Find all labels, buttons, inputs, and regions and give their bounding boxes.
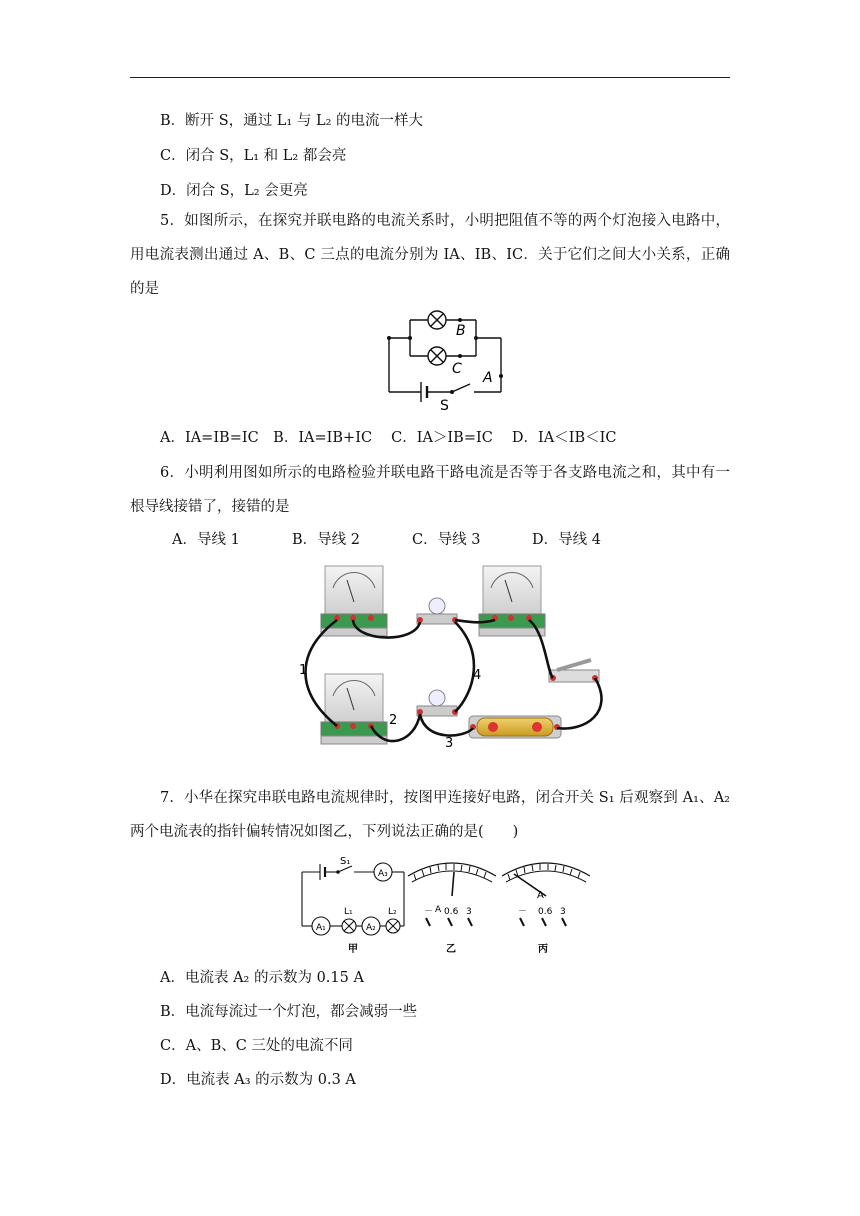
- label-jia: 甲: [348, 944, 358, 955]
- label-l2: L₂: [388, 907, 397, 917]
- meter-yi-term-06: 0.6: [444, 907, 459, 917]
- q6-stem: 6．小明利用图如所示的电路检验并联电路干路电流是否等于各支路电流之和，其中有一根导线接错了，接错的是: [130, 465, 730, 515]
- q5-options: A．IA=IB=IC B．IA=IB+IC C．IA＞IB=IC D．IA＜IB＜IC: [160, 430, 617, 446]
- q7-option-a: A．电流表 A₂ 的示数为 0.15 A: [160, 970, 364, 986]
- label-a3: A₃: [378, 869, 388, 879]
- meter-bing-unit: A: [537, 890, 544, 901]
- label-s: S: [440, 398, 449, 414]
- wire-label-2: 2: [389, 713, 398, 728]
- bulb-1: [417, 598, 458, 624]
- meter-yi-unit: A: [435, 905, 442, 915]
- label-a1: A₁: [316, 923, 326, 933]
- q6-option-a: A．导线 1: [172, 532, 240, 548]
- q4-option-d: D．闭合 S，L₂ 会更亮: [160, 183, 308, 199]
- q6-option-d: D．导线 4: [532, 532, 601, 548]
- meter-yi-term-3: 3: [466, 907, 472, 917]
- meter-bing-term-neg: －: [518, 907, 528, 917]
- q7-option-c: C．A、B、C 三处的电流不同: [160, 1038, 353, 1054]
- q7-figure: [296, 852, 596, 956]
- q6-option-b: B．导线 2: [292, 532, 360, 548]
- q7-option-d: D．电流表 A₃ 的示数为 0.3 A: [160, 1072, 356, 1088]
- label-s1: S₁: [340, 856, 351, 867]
- q6-options: [172, 528, 601, 549]
- wire-label-4: 4: [473, 668, 482, 683]
- label-yi: 乙: [446, 944, 456, 955]
- q5-circuit-figure: [380, 306, 510, 414]
- label-a2: A₂: [366, 923, 376, 933]
- meter-bing: [502, 863, 590, 926]
- wire-label-1: 1: [299, 663, 308, 678]
- label-bing: 丙: [538, 944, 548, 955]
- label-b: B: [456, 323, 466, 339]
- knife-switch: [549, 660, 599, 682]
- label-l1: L₁: [344, 907, 353, 917]
- label-a: A: [483, 370, 493, 386]
- wire-label-3: 3: [445, 736, 454, 751]
- meter-yi-term-neg: －: [424, 907, 434, 917]
- bulb-2: [417, 690, 458, 716]
- meter-yi: [408, 863, 496, 926]
- label-c: C: [452, 361, 462, 377]
- q4-option-c: C．闭合 S，L₁ 和 L₂ 都会亮: [160, 148, 347, 164]
- q6-apparatus-figure: [295, 562, 615, 752]
- q7-stem: 7．小华在探究串联电路电流规律时，按图甲连接好电路，闭合开关 S₁ 后观察到 A₁、A₂ 两个电流表的指针偏转情况如图乙，下列说法正确的是( ): [130, 790, 730, 840]
- meter-bing-term-06: 0.6: [538, 907, 553, 917]
- q6-option-c: C．导线 3: [412, 532, 481, 548]
- header-rule: [130, 77, 730, 78]
- q5-stem: 5．如图所示，在探究并联电路的电流关系时，小明把阻值不等的两个灯泡接入电路中，用电流表测出通过 A、B、C 三点的电流分别为 IA、IB、IC．关于它们之间大小关系，正确的是: [130, 213, 730, 297]
- meter-bing-term-3: 3: [560, 907, 566, 917]
- q7-option-b: B．电流每流过一个灯泡，都会减弱一些: [160, 1004, 418, 1020]
- battery-pack: [469, 716, 561, 738]
- q4-option-b: B．断开 S，通过 L₁ 与 L₂ 的电流一样大: [160, 113, 424, 129]
